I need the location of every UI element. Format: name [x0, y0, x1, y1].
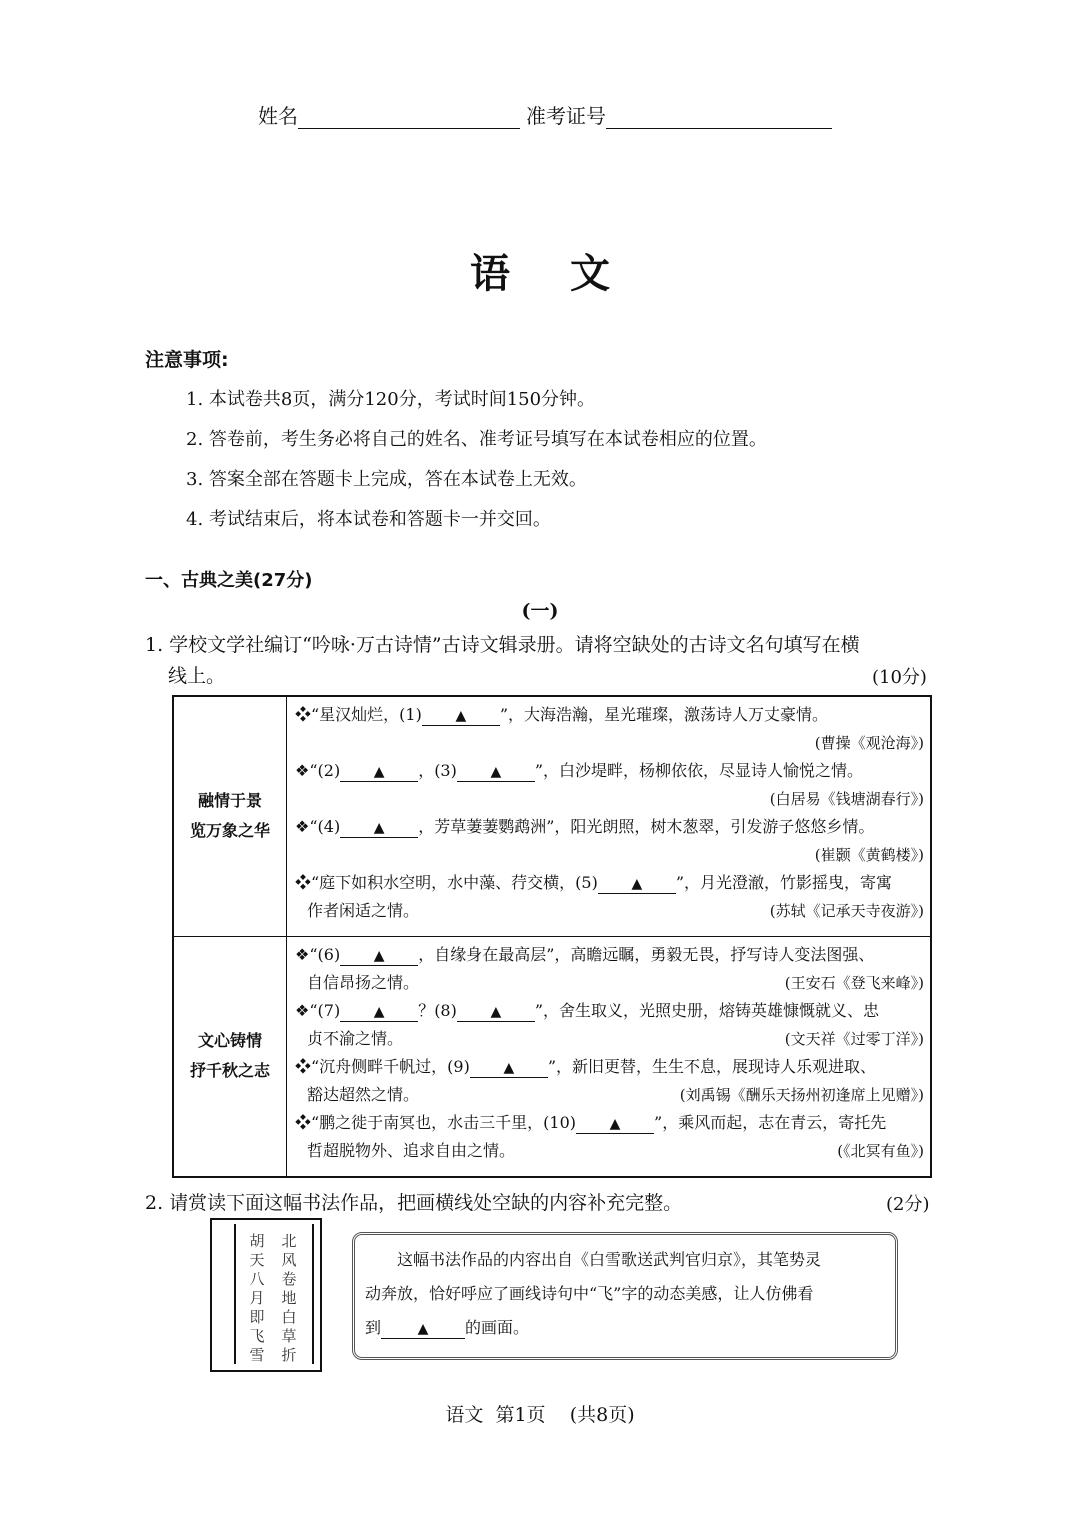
blank-6[interactable]: ▲: [340, 946, 418, 966]
category-cell-2: [173, 936, 287, 1177]
scroll-line-2: 动奔放，恰好呼应了画线诗句中“飞”字的动态美感，让人仿佛看: [365, 1284, 814, 1303]
page-title: 语文: [470, 251, 670, 297]
section-heading: 一、古典之美(27分): [145, 570, 313, 591]
poem-item-4-cont: 作者闲适之情。 (苏轼《记承天寺夜游》): [295, 897, 924, 925]
poem-item-1: ❖“星汉灿烂，(1) ▲ ”，大海浩瀚，星光璀璨，激荡诗人万丈豪情。: [295, 705, 829, 724]
source-3: (崔颢《黄鹤楼》): [814, 846, 924, 864]
category-cell-1: [173, 696, 287, 936]
category-2-line2: 抒千秋之志: [189, 1061, 270, 1081]
calligraphy-image: [210, 1218, 322, 1372]
q2-prompt: 2. 请赏读下面这幅书法作品，把画横线处空缺的内容补充完整。: [145, 1192, 683, 1214]
category-1-line2: 览万象之华: [189, 821, 270, 841]
source-1: (曹操《观沧海》): [814, 734, 924, 752]
blank-q2[interactable]: ▲: [381, 1319, 465, 1339]
blank-7[interactable]: ▲: [340, 1002, 418, 1022]
section-subheading: (一): [521, 600, 559, 622]
notice-heading: 注意事项:: [145, 349, 229, 371]
poem-item-3: ❖“(4) ▲ ，芳草萋萋鹦鹉洲”，阳光朗照，树木葱翠，引发游子悠悠乡情。: [295, 817, 875, 836]
poem-item-2: ❖“(2) ▲ ，(3) ▲ ”，白沙堤畔，杨柳依依，尽显诗人愉悦之情。: [295, 761, 864, 780]
source-4: (苏轼《记承天寺夜游》): [769, 902, 924, 920]
blank-5[interactable]: ▲: [598, 874, 676, 894]
blank-1[interactable]: ▲: [422, 706, 500, 726]
calligraphy-column-left: 胡 天 八 月 即 飞 雪: [249, 1232, 265, 1364]
category-2-line1: 文心铸情: [197, 1031, 262, 1051]
category-1-items: [287, 696, 932, 936]
source-8: (《北冥有鱼》): [837, 1141, 924, 1160]
poem-item-5: ❖“(6) ▲ ，自缘身在最高层”，高瞻远瞩，勇毅无畏，抒写诗人变法图强、: [295, 944, 875, 964]
calligraphy-column-right: 北 风 卷 地 白 草 折: [281, 1232, 297, 1364]
q1-prompt-line1: 1. 学校文学社编订“吟咏·万古诗情”古诗文辑录册。请将空缺处的古诗文名句填写在横: [145, 634, 860, 656]
category-2-items: [287, 936, 932, 1177]
id-label: 准考证号: [526, 104, 606, 128]
poem-item-4: ❖“庭下如积水空明，水中藻、荇交横，(5) ▲ ”，月光澄澈，竹影摇曳，寄寓: [295, 873, 893, 892]
q2-score: (2分): [886, 1194, 930, 1215]
blank-3[interactable]: ▲: [457, 762, 535, 782]
scroll-frame: [352, 1232, 898, 1360]
blank-8[interactable]: ▲: [457, 1002, 535, 1022]
name-label: 姓名: [258, 104, 298, 128]
blank-2[interactable]: ▲: [340, 762, 418, 782]
q1-prompt-line2: 线上。: [168, 665, 226, 687]
q1-score: (10分): [872, 667, 927, 688]
poem-item-8: ❖“鹏之徙于南冥也，水击三千里，(10) ▲ ”，乘风而起，志在青云，寄托先: [295, 1112, 887, 1132]
source-2: (白居易《钱塘湖春行》): [769, 790, 924, 808]
poem-item-7-cont: 豁达超然之情。 (刘禹锡《酬乐天扬州初逢席上见赠》): [295, 1081, 924, 1109]
category-1-line1: 融情于景: [197, 791, 262, 811]
poem-item-7: ❖“沉舟侧畔千帆过，(9) ▲ ”，新旧更替，生生不息，展现诗人乐观进取、: [295, 1056, 877, 1076]
poem-item-6-cont: 贞不渝之情。 (文天祥《过零丁洋》): [295, 1025, 924, 1053]
poem-item-5-cont: 自信昂扬之情。 (王安石《登飞来峰》): [295, 969, 924, 997]
scroll-line-3: 到 ▲ 的画面。: [365, 1318, 530, 1337]
notice-item-4: 4. 考试结束后，将本试卷和答题卡一并交回。: [186, 509, 551, 530]
notice-item-1: 1. 本试卷共8页，满分120分，考试时间150分钟。: [186, 389, 596, 410]
source-5: (王安石《登飞来峰》): [784, 973, 924, 992]
scroll-text: [365, 1243, 883, 1345]
notice-item-2: 2. 答卷前，考生务必将自己的姓名、准考证号填写在本试卷相应的位置。: [186, 429, 767, 450]
blank-10[interactable]: ▲: [576, 1114, 654, 1134]
exam-header: [258, 100, 832, 129]
scroll-line-1: 这幅书法作品的内容出自《白雪歌送武判官归京》，其笔势灵: [397, 1250, 822, 1269]
poem-item-6: ❖“(7) ▲ ？(8) ▲ ”，舍生取义，光照史册，熔铸英雄慷慨就义、忠: [295, 1000, 880, 1020]
name-field[interactable]: [298, 108, 520, 129]
notice-item-3: 3. 答案全部在答题卡上完成，答在本试卷上无效。: [186, 469, 587, 490]
blank-4[interactable]: ▲: [340, 818, 418, 838]
poem-item-8-cont: 哲超脱物外、追求自由之情。 (《北冥有鱼》): [295, 1137, 924, 1165]
calligraphy-frame: [234, 1224, 314, 1364]
page-footer: 语文 第1页 (共8页): [445, 1404, 635, 1426]
id-field[interactable]: [606, 108, 832, 129]
source-7: (刘禹锡《酬乐天扬州初逢席上见赠》): [679, 1085, 924, 1104]
blank-9[interactable]: ▲: [470, 1058, 548, 1078]
source-6: (文天祥《过零丁洋》): [784, 1029, 924, 1048]
poem-table: [172, 695, 932, 1178]
